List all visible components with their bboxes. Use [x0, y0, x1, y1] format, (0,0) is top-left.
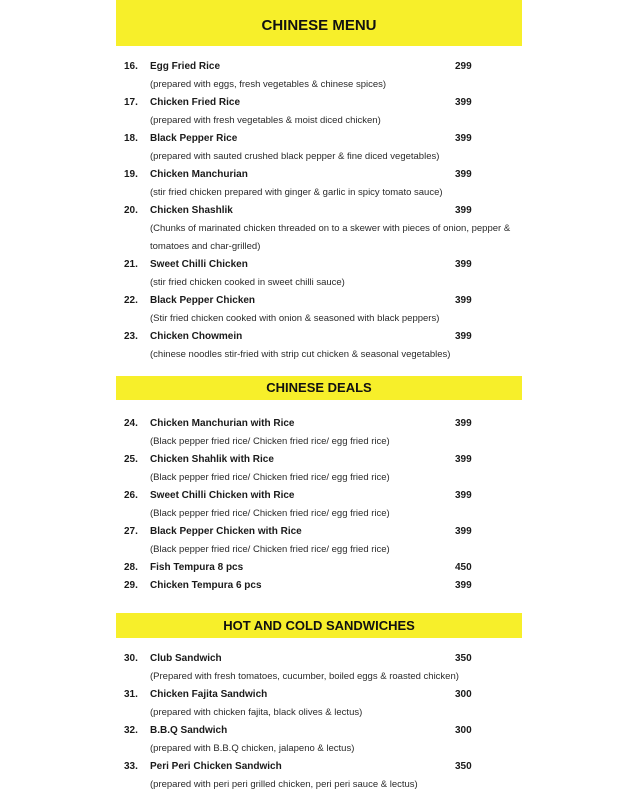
item-price: 399: [455, 331, 472, 342]
menu-item-row: [0, 650, 638, 668]
menu-item-row: [0, 758, 638, 776]
item-number: 18.: [124, 133, 138, 144]
item-price: 399: [455, 259, 472, 270]
item-name: Chicken Fajita Sandwich: [150, 689, 268, 700]
item-name: Chicken Fried Rice: [150, 97, 241, 108]
item-price: 399: [455, 97, 472, 108]
item-price: 399: [455, 526, 472, 537]
section-header-chinese-deals: CHINESE DEALS: [116, 376, 522, 400]
item-number: 30.: [124, 653, 138, 664]
item-number: 20.: [124, 205, 138, 216]
item-description: (Prepared with fresh tomatoes, cucumber, boiled eggs & roasted chicken): [150, 671, 459, 682]
menu-item-row: [0, 166, 638, 184]
item-price: 300: [455, 725, 472, 736]
item-price: 399: [455, 490, 472, 501]
item-number: 17.: [124, 97, 138, 108]
item-price: 399: [455, 418, 472, 429]
item-price: 450: [455, 562, 472, 573]
menu-item-row: [0, 292, 638, 310]
menu-item-row: [0, 256, 638, 274]
item-number: 28.: [124, 562, 138, 573]
menu-item: [0, 328, 638, 364]
item-price: 399: [455, 169, 472, 180]
item-name: B.B.Q Sandwich: [150, 725, 228, 736]
item-description: (prepared with B.B.Q chicken, jalapeno & lectus): [150, 743, 355, 754]
menu-item-row: [0, 202, 638, 220]
item-description: (Black pepper fried rice/ Chicken fried rice/ egg fried rice): [150, 508, 390, 519]
item-name: Chicken Manchurian: [150, 169, 248, 180]
item-number: 33.: [124, 761, 138, 772]
section-header-chinese-menu: CHINESE MENU: [116, 0, 522, 46]
menu-item-row: [0, 130, 638, 148]
menu-item-row: [0, 722, 638, 740]
item-name: Sweet Chilli Chicken with Rice: [150, 490, 295, 501]
menu-item: [0, 559, 638, 577]
menu-item: [0, 292, 638, 328]
item-description: (prepared with eggs, fresh vegetables & chinese spices): [150, 79, 387, 90]
item-description: (prepared with sauted crushed black pepper & fine diced vegetables): [150, 151, 440, 162]
item-number: 21.: [124, 259, 138, 270]
item-name: Chicken Chowmein: [150, 331, 243, 342]
menu-item: [0, 722, 638, 758]
item-price: 399: [455, 295, 472, 306]
item-price: 399: [455, 454, 472, 465]
item-description: (Chunks of marinated chicken threaded on to a skewer with pieces of onion, pepper & tomatoes and char-grilled): [150, 223, 511, 252]
item-number: 23.: [124, 331, 138, 342]
menu-item-row: [0, 523, 638, 541]
menu-item: [0, 202, 638, 256]
item-name: Fish Tempura 8 pcs: [150, 562, 244, 573]
menu-item: [0, 650, 638, 686]
menu-item: [0, 577, 638, 595]
item-name: Sweet Chilli Chicken: [150, 259, 248, 270]
menu-item: [0, 758, 638, 794]
item-price: 399: [455, 580, 472, 591]
menu-item: [0, 686, 638, 722]
menu-item: [0, 415, 638, 451]
menu-item-row: [0, 451, 638, 469]
item-description: (prepared with chicken fajita, black olives & lectus): [150, 707, 363, 718]
menu-item-row: [0, 328, 638, 346]
item-name: Black Pepper Rice: [150, 133, 238, 144]
item-price: 300: [455, 689, 472, 700]
item-number: 24.: [124, 418, 138, 429]
menu-list-chinese-menu: [0, 58, 638, 364]
item-number: 25.: [124, 454, 138, 465]
menu-list-sandwiches: [0, 650, 638, 794]
item-number: 19.: [124, 169, 138, 180]
item-name: Egg Fried Rice: [150, 61, 221, 72]
item-description: (Stir fried chicken cooked with onion & seasoned with black peppers): [150, 313, 440, 324]
item-description: (Black pepper fried rice/ Chicken fried rice/ egg fried rice): [150, 436, 390, 447]
item-number: 29.: [124, 580, 138, 591]
menu-item-row: [0, 559, 638, 577]
item-description: (Black pepper fried rice/ Chicken fried rice/ egg fried rice): [150, 472, 390, 483]
menu-item: [0, 523, 638, 559]
item-price: 350: [455, 653, 472, 664]
item-number: 26.: [124, 490, 138, 501]
menu-item: [0, 130, 638, 166]
menu-item: [0, 487, 638, 523]
item-name: Chicken Tempura 6 pcs: [150, 580, 262, 591]
menu-item: [0, 94, 638, 130]
item-description: (prepared with fresh vegetables & moist diced chicken): [150, 115, 381, 126]
item-name: Peri Peri Chicken Sandwich: [150, 761, 282, 772]
item-price: 299: [455, 61, 472, 72]
section-header-sandwiches: HOT AND COLD SANDWICHES: [116, 613, 522, 638]
item-name: Chicken Shahlik with Rice: [150, 454, 274, 465]
item-number: 32.: [124, 725, 138, 736]
menu-item-row: [0, 415, 638, 433]
item-number: 31.: [124, 689, 138, 700]
menu-item-row: [0, 487, 638, 505]
item-price: 399: [455, 205, 472, 216]
menu-item: [0, 166, 638, 202]
menu-item: [0, 256, 638, 292]
item-price: 350: [455, 761, 472, 772]
item-name: Club Sandwich: [150, 653, 222, 664]
item-price: 399: [455, 133, 472, 144]
menu-item-row: [0, 58, 638, 76]
item-description: (chinese noodles stir-fried with strip cut chicken & seasonal vegetables): [150, 349, 451, 360]
menu-item: [0, 58, 638, 94]
menu-list-chinese-deals: [0, 415, 638, 595]
item-number: 27.: [124, 526, 138, 537]
item-name: Chicken Manchurian with Rice: [150, 418, 295, 429]
item-description: (stir fried chicken cooked in sweet chilli sauce): [150, 277, 345, 288]
item-description: (prepared with peri peri grilled chicken, peri peri sauce & lectus): [150, 779, 418, 790]
menu-item-row: [0, 577, 638, 595]
menu-item-row: [0, 94, 638, 112]
item-name: Chicken Shashlik: [150, 205, 233, 216]
menu-item: [0, 451, 638, 487]
item-name: Black Pepper Chicken: [150, 295, 256, 306]
item-name: Black Pepper Chicken with Rice: [150, 526, 302, 537]
menu-item-row: [0, 686, 638, 704]
item-number: 16.: [124, 61, 138, 72]
item-description: (stir fried chicken prepared with ginger & garlic in spicy tomato sauce): [150, 187, 443, 198]
item-number: 22.: [124, 295, 138, 306]
item-description: (Black pepper fried rice/ Chicken fried rice/ egg fried rice): [150, 544, 390, 555]
